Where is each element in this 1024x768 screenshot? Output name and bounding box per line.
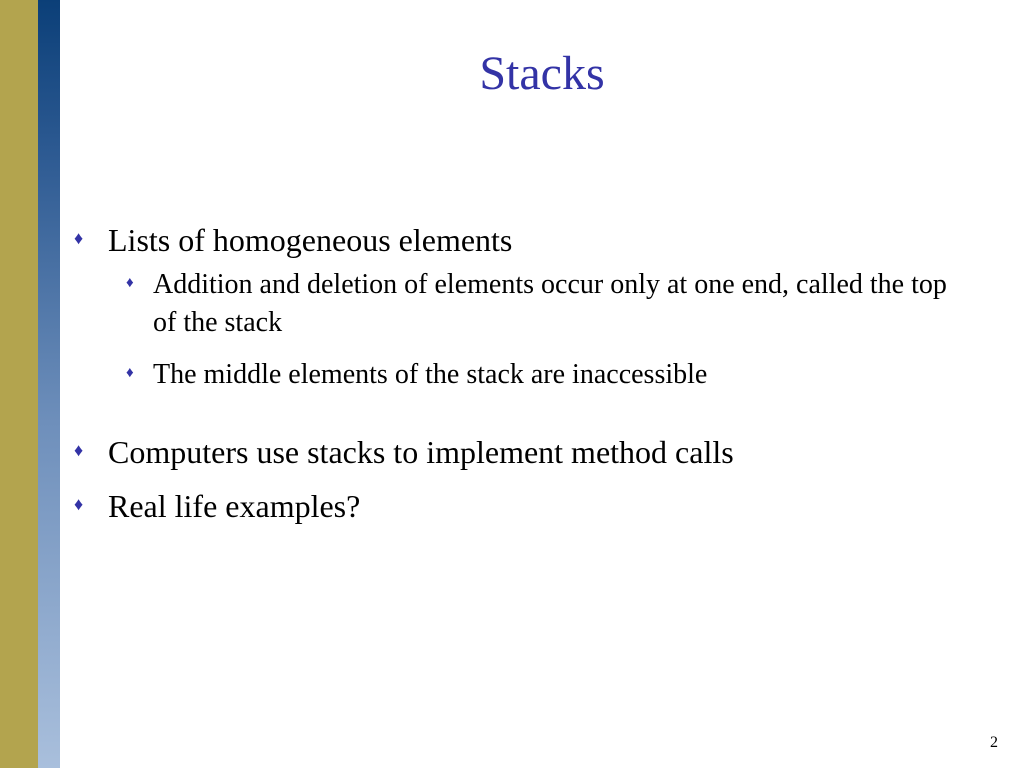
bullet-item [74,220,954,394]
bullet-item [74,486,954,526]
bullet-text: Real life examples? [108,488,361,524]
diamond-bullet-icon: ♦ [126,275,134,291]
page-number: 2 [990,734,998,751]
diamond-bullet-icon: ♦ [126,365,134,381]
diamond-bullet-icon: ♦ [74,228,84,248]
sub-bullet-list [108,266,954,394]
bullet-text: Computers use stacks to implement method calls [108,434,734,470]
sub-bullet-text: Addition and deletion of elements occur only at one end, called the top of the stack [153,269,947,338]
sub-bullet-item [108,266,954,342]
diamond-bullet-icon: ♦ [74,440,84,460]
bullet-list [74,220,954,526]
left-accent-bar-blue [38,0,60,768]
slide-title: Stacks [479,47,605,100]
sub-bullet-item [108,356,954,394]
diamond-bullet-icon: ♦ [74,494,84,514]
sub-bullet-text: The middle elements of the stack are inaccessible [153,359,708,390]
bullet-item [74,432,954,472]
left-accent-bar-gold [0,0,38,768]
bullet-text: Lists of homogeneous elements [108,222,513,258]
